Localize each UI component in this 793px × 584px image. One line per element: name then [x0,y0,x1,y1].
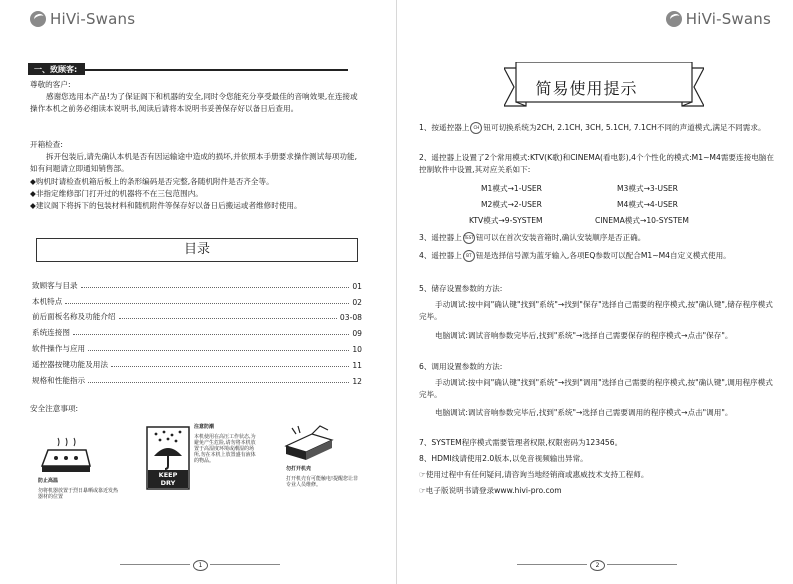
toc-row[interactable]: 遥控器按键功能及用法 11 [32,359,362,370]
heat-caption-title: 防止高温 [38,478,59,484]
tip-item-4: 4、遥控器上 BT 钮是选择信号源为蓝牙输入,各项EQ参数可以配合M1~M4自定义模式使用。 [419,251,731,260]
brand-logo-icon [30,11,46,27]
footer-rule [517,564,587,565]
unpack-title: 开箱检查: [30,140,63,149]
brand-name: HiVi-Swans [50,10,136,28]
website-note: ☞电子版说明书请登录www.hivi-pro.com [419,486,562,495]
footer-rule [120,564,190,565]
moisture-caption-title: 注意防潮 [194,424,215,430]
intro-paragraph: 感谢您选用本产品!为了保证阁下和机器的安全,同时令您能充分享受最佳的音响效果,在连接或操作本机之前务必细读本说明书,阅读后请将本说明书妥善保存好以备日后查用。 [30,92,358,114]
bullet-item: ◆建议阁下将拆下的包装材料和随机附件等保存好以备日后搬运或者维修时使用。 [30,201,302,210]
tip-item-8: 8、HDMI线请使用2.0版本,以免音视频输出异常。 [419,454,588,463]
brand-logo-icon [666,11,682,27]
tip-item-6: 6、调用设置参数的方法: [419,362,503,371]
tip-item-1: 1、按遥控器上 CH 钮可切换系统为2CH, 2.1CH, 3CH, 5.1CH, 7.1CH不同的声道模式,满足不同需求。 [419,123,766,132]
bullet-item: ◆非指定维修部门打开过的机器将不在三包范围内。 [30,189,203,198]
heat-warning-icon [36,436,96,476]
safety-title: 安全注意事项: [30,404,79,413]
tip-item-6-pc: 电脑调试:调试音响参数完毕后,找到"系统"→选择自己需要调用的程序模式→点击"调用"。 [435,408,733,417]
toc-row[interactable]: 系统连接图 09 [32,328,362,339]
heat-caption-text: 勿将机器放置于烈日暴晒或靠近发热器材的位置 [38,488,119,500]
toc-row[interactable]: 前后面板名称及功能介绍 03-08 [32,312,362,323]
brand-header-left [30,10,135,28]
toc-title-box [36,238,358,262]
do-not-open-icon [282,424,338,462]
tip-item-2: 2、遥控器上设置了2个常用模式:KTV(K歌)和CINEMA(看电影),4个个性化的模式:M1~M4需要连接电脑在控制软件中设置,其对应关系如下: [419,153,774,175]
toc-row[interactable]: 软件操作与应用 10 [32,343,362,354]
page-title: 简易使用提示 [535,79,638,98]
brand-name: HiVi-Swans [685,10,771,28]
brand-header-right [666,10,771,28]
toc-row[interactable]: 致顾客与目录 01 [32,280,362,291]
table-of-contents [32,275,362,386]
section-label [28,57,348,74]
left-page [0,0,396,584]
tip-item-3: 3、遥控器上 TEST 钮可以在首次安装音箱时,确认安装顺序是否正确。 [419,233,646,242]
unpack-paragraph: 拆开包装后,请先确认本机是否有因运输途中造成的损坏,并依照本手册要求操作测试每项功能,如有问题请立即通知销售部。 [30,152,357,174]
tip-item-5-pc: 电脑调试:调试音响参数完毕后,找到"系统"→选择自己需要保存的程序模式→点击"保存"。 [435,331,733,340]
bluetooth-button-icon: BT [463,250,475,262]
footer-rule [607,564,677,565]
section-label-text: 一、致顾客: [28,63,85,75]
tip-item-5-manual: 手动调试:按中间"确认键"找到"系统"→找到"保存"选择自己需要的程序模式,按"确认键",储存程序模式完毕。 [419,300,773,322]
moisture-caption-text: 本机使用在高压工作状态,为避免产生危险,请勿将本机放置于高湿度环境或潮湿的场所,勿在本机上放置盛有液体的物品。 [194,434,256,464]
toc-row[interactable]: 本机特点 02 [32,296,362,307]
bullet-item: ◆购机时请检查机箱后板上的条形编码是否完整,各随机附件是否齐全等。 [30,177,274,186]
greeting: 尊敬的客户: [30,80,71,89]
page-number: 2 [590,560,605,571]
toc-title: 目录 [183,242,210,257]
test-button-icon: TEST [463,232,475,244]
page-number: 1 [193,560,208,571]
support-note: ☞使用过程中有任何疑问,请咨询当地经销商或惠威技术支持工程师。 [419,470,649,479]
footer-rule [210,564,280,565]
toc-row[interactable]: 规格和性能指示 12 [32,375,362,386]
keep-dry-word1: KEEP [158,471,178,479]
tip-item-7: 7、SYSTEM程序模式需要管理者权限,权限密码为123456。 [419,438,623,447]
right-page: HiVi-Swans 简易使用提示 1、按遥控器上 CH 钮可切换系统为2CH, 2.1CH, 3CH, 5.1CH, 7.1CH不同的声道模式,满足不同需求。 2、遥控器上设置了2个常用模式:KTV(K歌)和CINEMA(看电影),4个个性化的模式:M1~M4需要连接电脑在控制软件中设置,其对应关系如下: M1模式→1-USER M3模式→3-USER M2模式→2-USER M4模式→4-USER KTV模式→9-SYSTEM CINEMA模式→10-SYSTEM 3、遥控器上 TEST 钮可以在首次安装音箱时,确认安装顺序是否正确。 4、遥控器上 BT 钮是选择信号源为蓝牙输入,各项EQ参数可以配合M1~M4自定义模式使用。 5、储存设置参数的方法: 手动调试:按中间"确认键"找到"系统"→找到"保存"选择自己需要的程序模式,按"确认键",储存程序模式完毕。 电脑调试:调试音响参数完毕后,找到"系统"→选择自己需要保存的程序模式→点击"保存"。 6、调用设置参数的方法: 手动调试:按中间"确认键"找到"系统"→找到"调用"选择自己需要的程序模式,按"确认键",调用程序模式完毕。 电脑调试:调试音响参数完毕后,找到"系统"→选择自己需要调用的程序模式→点击"调用"。 7、SYSTEM程序模式需要管理者权限,权限密码为123456。 8、HDMI线请使用2.0版本,以免音视频输出异常。 ☞使用过程中有任何疑问,请咨询当地经销商或惠威技术支持工程师。 ☞电子版说明书请登录www.hivi-pro.com 2 [397,0,793,584]
open-caption-text: 打开机壳有可能触电!提醒您让非专业人员维修。 [286,476,359,488]
open-caption-title: 勿打开机壳 [286,466,312,472]
ch-button-icon: CH [470,122,482,134]
tip-item-6-manual: 手动调试:按中间"确认键"找到"系统"→找到"调用"选择自己需要的程序模式,按"确认键",调用程序模式完毕。 [419,378,773,400]
tip-item-5: 5、储存设置参数的方法: [419,284,503,293]
keep-dry-word2: DRY [160,479,176,487]
